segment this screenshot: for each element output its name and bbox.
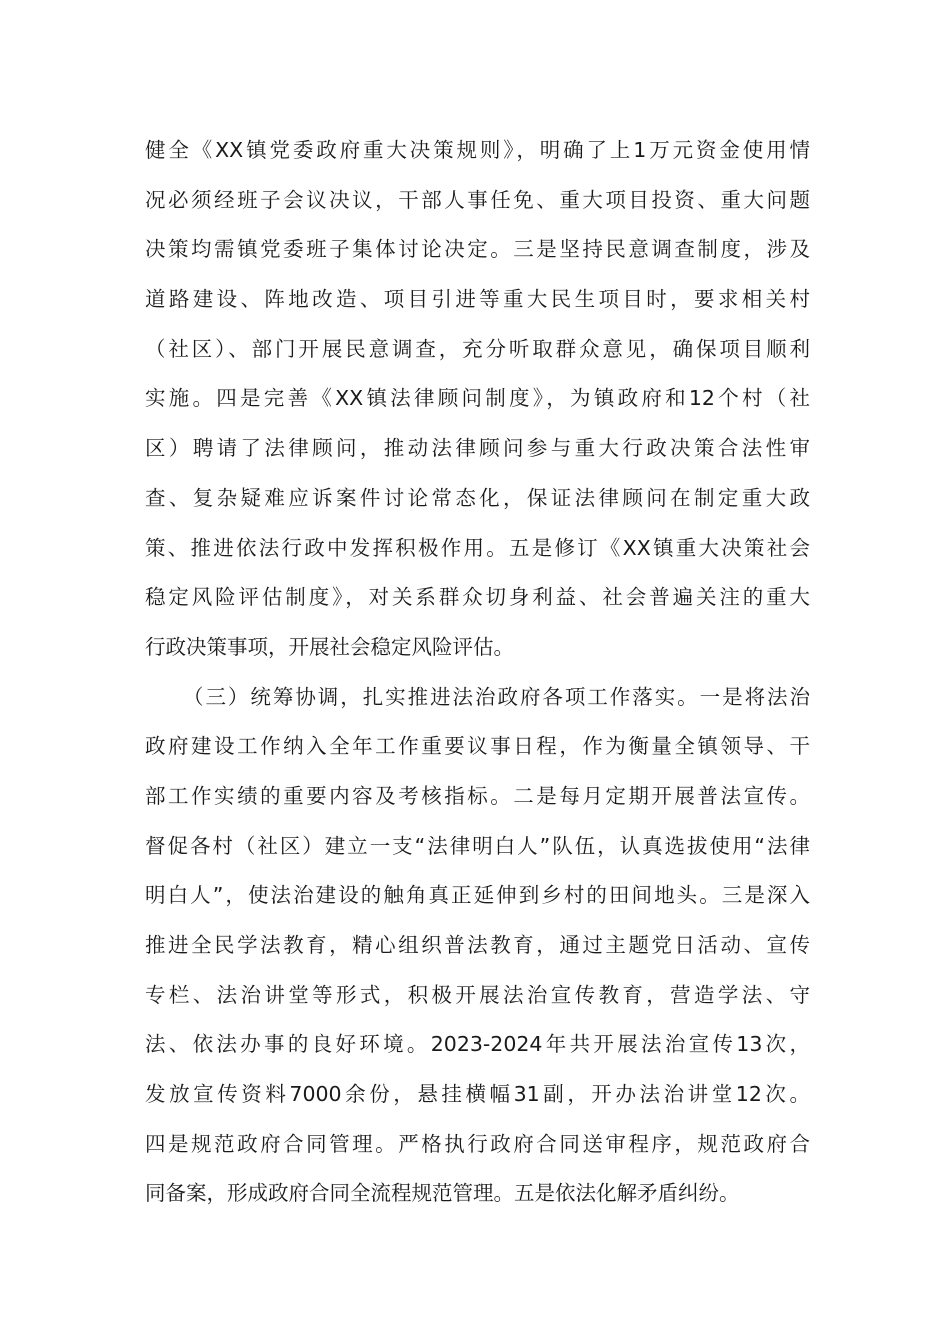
- text-line: 决策均需镇党委班子集体讨论决定。三是坚持民意调查制度，涉及: [145, 237, 810, 262]
- text-line: 实施。四是完善《XX镇法律顾问制度》，为镇政府和12个村（社: [145, 386, 810, 411]
- text-line: （社区）、部门开展民意调查，充分听取群众意见，确保项目顺利: [145, 336, 810, 361]
- text-line: 稳定风险评估制度》，对关系群众切身利益、社会普遍关注的重大: [145, 585, 810, 610]
- text-line: （三）统筹协调，扎实推进法治政府各项工作落实。一是将法治: [183, 684, 810, 709]
- text-line: 查、复杂疑难应诉案件讨论常态化，保证法律顾问在制定重大政: [145, 485, 810, 510]
- document-body: [145, 126, 810, 1219]
- text-line: 策、推进依法行政中发挥积极作用。五是修订《XX镇重大决策社会: [145, 535, 810, 560]
- text-line: 行政决策事项，开展社会稳定风险评估。: [145, 634, 514, 659]
- text-line: 健全《XX镇党委政府重大决策规则》，明确了上1万元资金使用情: [145, 138, 810, 162]
- text-line: 区）聘请了法律顾问，推动法律顾问参与重大行政决策合法性审: [145, 436, 810, 461]
- text-line: 发放宣传资料7000余份，悬挂横幅31副，开办法治讲堂12次。: [145, 1082, 810, 1107]
- text-line: 政府建设工作纳入全年工作重要议事日程，作为衡量全镇领导、干: [145, 734, 810, 759]
- text-line: 况必须经班子会议决议，干部人事任免、重大项目投资、重大问题: [145, 187, 810, 212]
- text-line: 督促各村（社区）建立一支“法律明白人”队伍，认真选拔使用“法律: [145, 833, 810, 858]
- text-line: 推进全民学法教育，精心组织普法教育，通过主题党日活动、宣传: [145, 933, 810, 957]
- text-line: 同备案，形成政府合同全流程规范管理。五是依法化解矛盾纠纷。: [145, 1181, 740, 1206]
- paragraph-1: [145, 126, 810, 673]
- text-line: 专栏、法治讲堂等形式，积极开展法治宣传教育，营造学法、守: [145, 982, 810, 1007]
- text-line: 四是规范政府合同管理。严格执行政府合同送审程序，规范政府合: [145, 1131, 810, 1156]
- text-line: 明白人”，使法治建设的触角真正延伸到乡村的田间地头。三是深入: [145, 883, 810, 908]
- text-line: 道路建设、阵地改造、项目引进等重大民生项目时，要求相关村: [145, 287, 810, 312]
- text-line: 法、依法办事的良好环境。2023-2024年共开展法治宣传13次，: [145, 1032, 810, 1057]
- text-line: 部工作实绩的重要内容及考核指标。二是每月定期开展普法宣传。: [145, 783, 810, 808]
- paragraph-2: [145, 673, 810, 1220]
